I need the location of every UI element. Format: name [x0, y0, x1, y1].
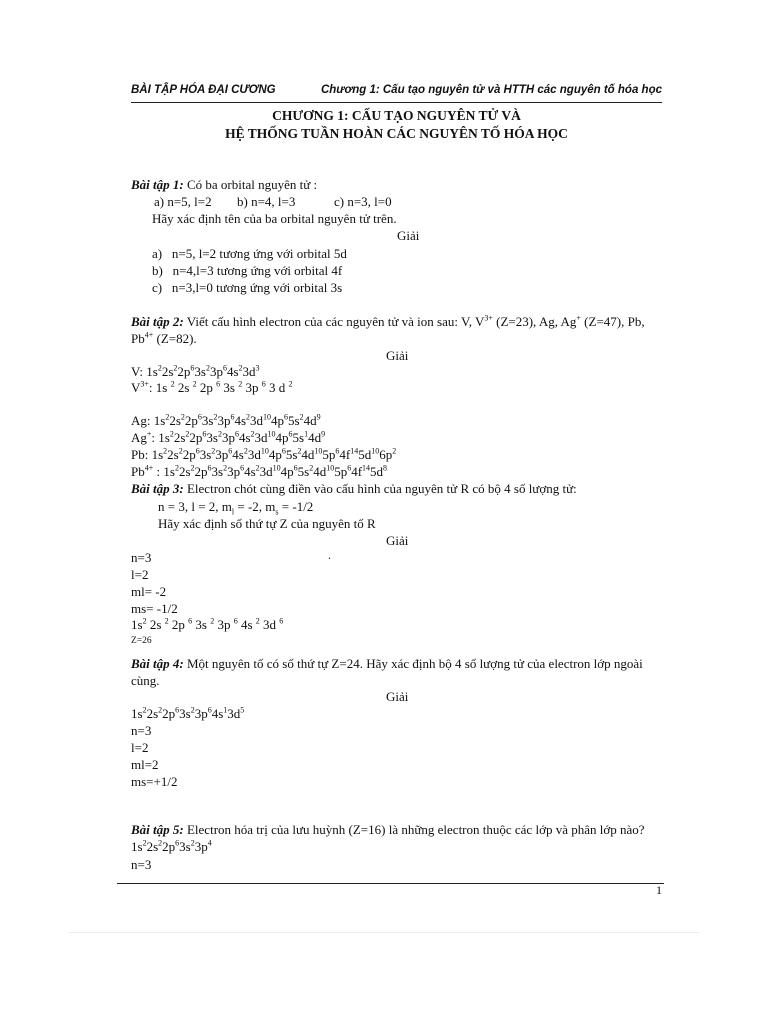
ex1-answer-c	[152, 280, 342, 296]
ex3-ml: ml= -2	[131, 584, 167, 599]
ex3-label: Bài tập 3:	[131, 481, 184, 496]
stray-dot: .	[328, 548, 331, 562]
ex3-question: Hãy xác định số thứ tự Z của nguyên tố R	[158, 516, 376, 531]
chapter-title-line2: HỆ THỐNG TUẦN HOÀN CÁC NGUYÊN TỐ HÓA HỌC	[225, 126, 568, 141]
superscript: 3+	[484, 313, 493, 323]
ex3-l: l=2	[131, 567, 149, 582]
superscript: +	[146, 429, 152, 439]
superscript: +	[576, 313, 581, 323]
ex5-configuration: $1s^22s^22p^63s^23p^4$	[131, 838, 212, 854]
ex3-n: n=3	[131, 550, 152, 565]
ex5-n: n=3	[131, 857, 152, 872]
qn-text: = -2, m	[234, 499, 276, 514]
species-label: Pb:	[131, 447, 152, 462]
list-marker: a)	[152, 246, 163, 261]
header-right: Chương 1: Cấu tạo nguyên tử và HTTH các nguyên tố hóa học	[320, 84, 662, 96]
subscript: l	[231, 507, 235, 517]
ex3-ms: ms= -1/2	[131, 601, 178, 616]
v3-configuration: $V^{3+}$: 1s $^2$ 2s $^2$ 2p $^6$ 3s $^2$ 3p $^6$ 3 d $^2$	[131, 379, 293, 395]
prompt-text: Electron hóa trị của lưu huỳnh (Z=16) là những electron thuộc các lớp và phân lớp nào?	[186, 822, 645, 837]
ex4-prompt-line1	[131, 656, 643, 672]
ex4-ml: ml=2	[131, 757, 159, 772]
ex4-prompt-line2: cùng.	[131, 673, 160, 688]
species-label: Ag	[131, 430, 147, 445]
prompt-text: (Z=23), Ag, Ag	[492, 314, 577, 329]
ex4-ms: ms=+1/2	[131, 774, 178, 789]
ex4-label: Bài tập 4:	[131, 656, 184, 671]
ag-configuration: Ag: $1s^22s^22p^63s^23p^64s^23d^{10}4p^65s^24d^9$	[131, 412, 321, 428]
ex1-prompt-text: Có ba orbital nguyên tử :	[186, 177, 318, 192]
page-number: 1	[656, 883, 662, 897]
ex1-prompt	[131, 177, 317, 193]
running-header	[131, 84, 662, 103]
species-label: V:	[131, 364, 147, 379]
ex1-option-b: b) n=4, l=3	[237, 194, 296, 209]
page-edge-shadow	[68, 932, 700, 933]
superscript: 3+	[140, 379, 149, 389]
ex3-quantum-numbers	[158, 499, 313, 515]
v-configuration: V: $1s^22s^22p^63s^23p^64s^23d^3$	[131, 363, 260, 379]
ex4-l: l=2	[131, 740, 149, 755]
list-item: n=3,l=0 tương ứng với orbital 3s	[171, 280, 343, 295]
subscript: s	[275, 507, 279, 517]
list-item: n=4,l=3 tương ứng với orbital 4f	[172, 263, 343, 278]
separator: :	[148, 380, 156, 395]
list-marker: b)	[152, 263, 163, 278]
qn-text: = -1/2	[278, 499, 314, 514]
prompt-text: (Z=82).	[153, 331, 197, 346]
ex1-question: Hãy xác định tên của ba orbital nguyên tử trên.	[152, 211, 397, 226]
header-left: BÀI TẬP HÓA ĐẠI CƯƠNG	[131, 84, 276, 96]
ex3-solution-heading: Giải	[386, 533, 409, 548]
ex4-configuration: $1s^22s^22p^63s^23p^64s^13d^5$	[131, 705, 245, 721]
prompt-text: Electron chót cùng điền vào cấu hình của nguyên tử R có bộ 4 số lượng tử:	[186, 481, 577, 496]
ex2-label: Bài tập 2:	[131, 314, 184, 329]
prompt-text: Một nguyên tố có số thứ tự Z=24. Hãy xác định bộ 4 số lượng tử của electron lớp ngoài	[186, 656, 643, 671]
list-marker: c)	[152, 280, 163, 295]
species-label: V	[131, 380, 141, 395]
species-label: Pb	[131, 464, 145, 479]
prompt-text: Viết cấu hình electron của các nguyên tử và ion sau: V, V	[186, 314, 485, 329]
prompt-text: Pb	[131, 331, 145, 346]
ex4-solution-heading: Giải	[386, 689, 409, 704]
separator: :	[151, 430, 159, 445]
list-item: n=5, l=2 tương ứng với orbital 5d	[171, 246, 347, 261]
ex5-label: Bài tập 5:	[131, 822, 184, 837]
ex2-prompt-line1	[131, 314, 645, 330]
ex2-solution-heading: Giải	[386, 348, 409, 363]
qn-text: n = 3, l = 2, m	[158, 499, 232, 514]
pb4-configuration: $Pb^{4+}$ : $1s^22s^22p^63s^23p^64s^23d^{10}4p^65s^24d^{10}5p^64f^{14}5d^8$	[131, 463, 388, 479]
ex1-label: Bài tập 1:	[131, 177, 184, 192]
ex3-prompt	[131, 481, 577, 497]
ex2-prompt-line2	[131, 331, 197, 347]
agp-configuration: Ag+: $1s^22s^22p^63s^23p^64s^23d^{10}4p^65s^14d^9$	[131, 429, 326, 445]
ex1-option-a: a) n=5, l=2	[154, 194, 212, 209]
footer-rule	[117, 883, 664, 884]
separator: :	[153, 464, 164, 479]
pb-configuration: Pb: $1s^22s^22p^63s^23p^64s^23d^{10}4p^65s^24d^{10}5p^64f^{14}5d^{10}6p^2$	[131, 446, 397, 462]
species-label: Ag:	[131, 413, 154, 428]
chapter-title-line1: CHƯƠNG 1: CẤU TẠO NGUYÊN TỬ VÀ	[272, 108, 521, 123]
prompt-text: (Z=47), Pb,	[580, 314, 645, 329]
ex1-answer-a	[152, 246, 347, 262]
ex1-option-c: c) n=3, l=0	[334, 194, 392, 209]
ex1-solution-heading: Giải	[397, 228, 420, 243]
ex3-z-result: Z=26	[131, 636, 152, 646]
ex5-prompt	[131, 822, 645, 838]
ex1-answer-b	[152, 263, 342, 279]
ex3-configuration: $1s^2$ 2s $^2$ 2p $^6$ 3s $^2$ 3p $^6$ 4s $^2$ 3d $^6$	[131, 616, 284, 632]
superscript: 4+	[144, 330, 154, 340]
superscript: 4+	[144, 463, 154, 473]
ex4-n: n=3	[131, 723, 152, 738]
